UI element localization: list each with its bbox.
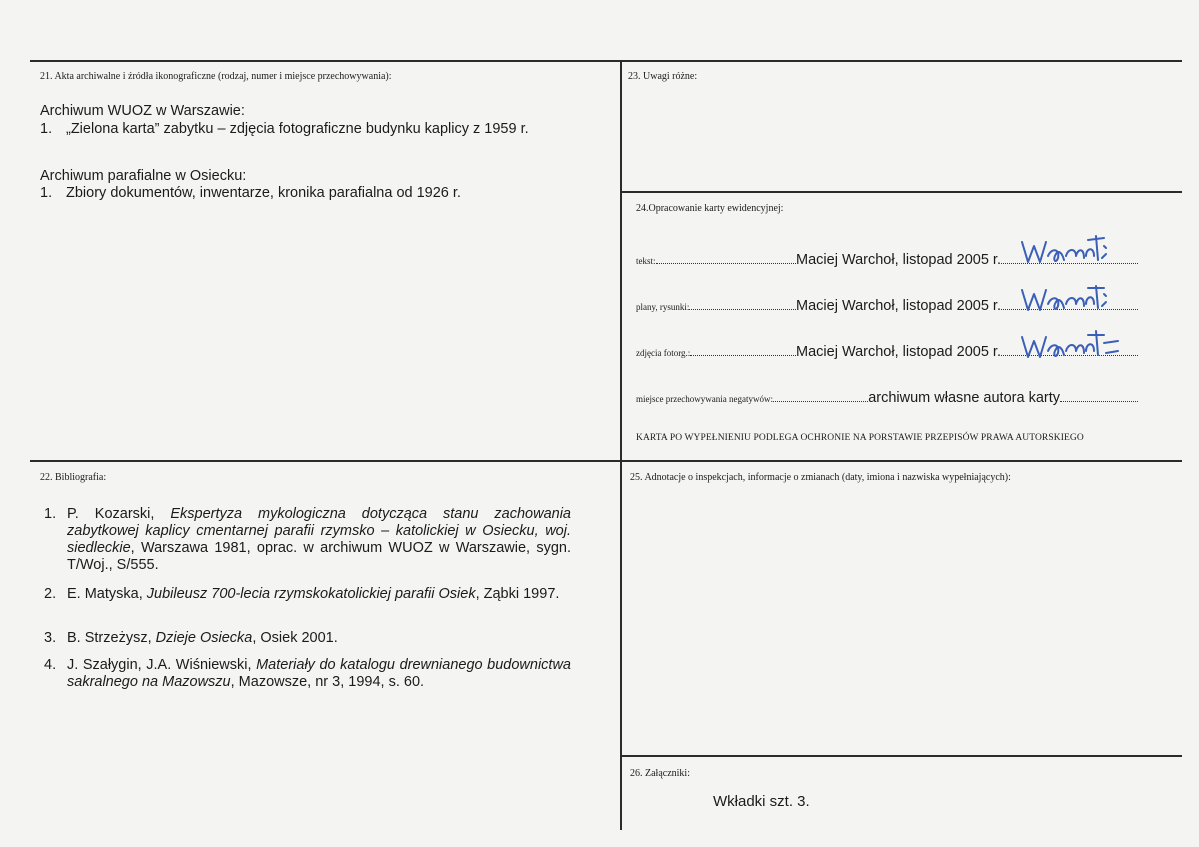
plany-value: Maciej Warchoł, listopad 2005 r. [796, 298, 1001, 314]
section-25-heading: 25. Adnotacje o inspekcjach, informacje o zmianach (daty, imiona i nazwiska wypełniających): [630, 472, 1011, 483]
handwritten-signature-3 [1018, 329, 1122, 363]
bibliography-item-4 [44, 657, 571, 691]
bib-author: P. Kozarski, [67, 506, 171, 522]
section-24-heading: 24.Opracowanie karty ewidencyjnej: [636, 203, 784, 214]
middle-horizontal-line [30, 460, 1182, 462]
bib-title: Dzieje Osiecka [155, 630, 253, 646]
bib-rest: , Ząbki 1997. [475, 586, 560, 602]
top-border-line [30, 60, 1182, 62]
list-number: 1. [40, 185, 53, 201]
handwritten-signature-1 [1018, 234, 1110, 270]
list-item-text [67, 586, 571, 603]
center-divider-line [620, 60, 622, 830]
bib-rest: , Osiek 2001. [252, 630, 338, 646]
tekst-label: tekst: [636, 256, 656, 266]
bib-author: E. Matyska, [67, 586, 147, 602]
archive-group-2-item [40, 185, 570, 202]
list-number: 2. [44, 586, 57, 602]
bib-title: Jubileusz 700-lecia rzymskokatolickiej parafii Osiek [146, 586, 476, 602]
tekst-value: Maciej Warchoł, listopad 2005 r. [796, 252, 1001, 268]
section-26-top-line [621, 755, 1182, 757]
list-number: 4. [44, 657, 57, 673]
archive-group-1-item [40, 121, 570, 138]
bib-title: Ekspertyza mykologiczna dotycząca stanu zachowania zabytkowej kaplicy cmentarnej parafii rzymsko – katolickiej w Osiecku, woj. siedleckie [67, 506, 571, 556]
section-23-heading: 23. Uwagi różne: [628, 71, 698, 82]
miejsce-value: archiwum własne autora karty [868, 390, 1060, 406]
bibliography-item-1 [44, 506, 571, 574]
list-item-text [67, 630, 571, 647]
bib-author: J. Szałygin, J.A. Wiśniewski, [67, 657, 257, 673]
section-22-heading: 22. Bibliografia: [40, 472, 107, 483]
bibliography-item-3 [44, 630, 571, 647]
list-number: 3. [44, 630, 57, 646]
bib-rest: , Warszawa 1981, oprac. w archiwum WUOZ w Warszawie, sygn. T/Woj., S/555. [67, 540, 571, 573]
list-item-text: Zbiory dokumentów, inwentarze, kronika parafialna od 1926 r. [66, 185, 461, 201]
bib-title: Materiały do katalogu drewnianego budownictwa sakralnego na Mazowszu [67, 657, 571, 690]
list-number: 1. [40, 121, 53, 137]
section-21-heading: 21. Akta archiwalne i źródła ikonograficzne (rodzaj, numer i miejsce przechowywania): [40, 71, 392, 82]
section-24-top-line [621, 191, 1182, 193]
section-26-heading: 26. Załączniki: [630, 768, 690, 779]
zdjecia-label: zdjęcia fotorg.: [636, 348, 691, 358]
handwritten-signature-2 [1018, 284, 1110, 316]
archive-group-1-title: Archiwum WUOZ w Warszawie: [40, 103, 245, 119]
list-item-text [67, 657, 571, 691]
zdjecia-value: Maciej Warchoł, listopad 2005 r. [796, 344, 1001, 360]
list-item-text: „Zielona karta” zabytku – zdjęcia fotograficzne budynku kaplicy z 1959 r. [66, 121, 529, 137]
bib-author: B. Strzeżysz, [67, 630, 156, 646]
copyright-notice: KARTA PO WYPEŁNIENIU PODLEGA OCHRONIE NA PORSTAWIE PRZEPISÓW PRAWA AUTORSKIEGO [636, 433, 1084, 443]
miejsce-label: miejsce przechowywania negatywów: [636, 394, 773, 404]
bib-rest: , Mazowsze, nr 3, 1994, s. 60. [230, 674, 425, 690]
list-number: 1. [44, 506, 57, 522]
plany-label: plany, rysunki: [636, 302, 690, 312]
archive-group-2-title: Archiwum parafialne w Osiecku: [40, 168, 247, 184]
miejsce-row [636, 390, 1138, 407]
attachments-value: Wkładki szt. 3. [713, 793, 810, 810]
list-item-text [67, 506, 571, 574]
bibliography-item-2 [44, 586, 571, 603]
